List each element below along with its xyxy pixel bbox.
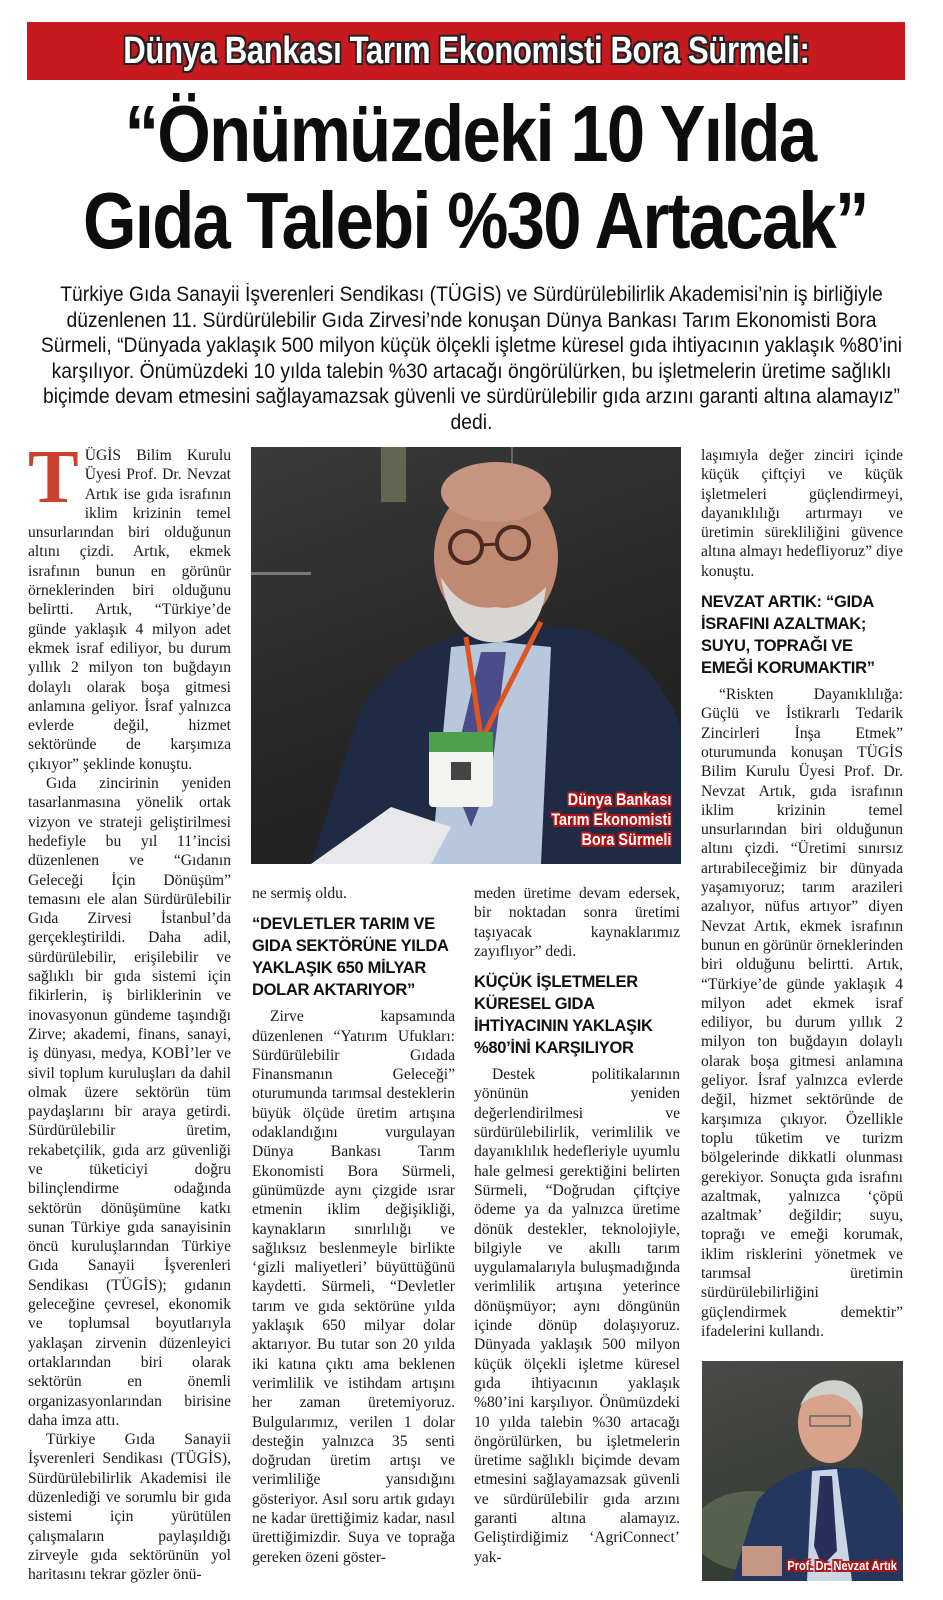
photo-caption: Dünya Bankası Tarım Ekonomisti Bora Sürmeli xyxy=(550,790,671,849)
drop-cap: T xyxy=(28,435,79,519)
article-column-4 xyxy=(701,446,903,1341)
paragraph: laşımıyla değer zinciri içinde küçük çiftçiyi ve küçük işletmeleri güçlendirmeyi, dayanıklılığı artırmayı ve üretimin sürekliliğini güvence altına almayı hedefliyoruz” diye konuştu. xyxy=(701,447,903,580)
photo-bora-surmeli xyxy=(251,447,681,864)
speaker-illustration xyxy=(702,1361,903,1581)
subheading: NEVZAT ARTIK: “GIDA İSRAFINI AZALTMAK; SUYU, TOPRAĞI VE EMEĞİ KORUMAKTIR” xyxy=(701,593,875,678)
paragraph: ÜGİS Bilim Kurulu Üyesi Prof. Dr. Nevzat Artık ise gıda israfının iklim krizinin temel unsurlarından biri olduğunun altını çizdi. Artık, ekmek israfının bunun en görünür örneklerinden biri olduğunu belirtti. Artık, “Türkiye’de günde yaklaşık 4 milyon adet ekmek israf ediliyor, bu durum yıllık 2 milyon ton buğdayın dolaylı olarak boşa gitmesi anlamına geliyor. İsraf yalnızca evlerde değil, hizmet sektöründe de karşımıza çıkıyor” şeklinde konuştu. xyxy=(28,447,231,773)
paragraph: Destek politikalarının yönünün yeniden değerlendirilmesi ve sürdürülebilirlik, verimlilik ve dayanıklılık hedefleriyle uyumlu hale gelmesi gerektiğini belirten Sürmeli, “Doğrudan çiftçiye ödeme ya da yalnızca üretime dönük destekler, teknolojiyle, bilgiyle ve akıllı tarım uygulamalarıyla buluşmadığında verimlilik artışına yeterince dönüşmüyor; aynı döngünün içinde dönüp dolaşıyoruz. Dünyada yaklaşık 500 milyon küçük ölçekli işletme küresel gıda ihtiyacının yaklaşık %80’ini karşılıyor. Önümüzdeki 10 yılda talebin %30 artacağı öngörülürken, bu işletmelerin üretime sağlıklı biçimde devam etmesini sağlayamazsak güvenli ve sürdürülebilir gıda arzını garanti altına alamayız. Geliştirdiğimiz ‘AgriConnect’ yak- xyxy=(474,1066,680,1566)
article-column-1 xyxy=(28,435,231,1585)
article-column-2 xyxy=(252,884,455,1567)
headline-line-2: Gıda Talebi %30 Artacak” xyxy=(83,176,868,265)
paragraph: “Riskten Dayanıklılığa: Güçlü ve İstikrarlı Tedarik Zincirleri İnşa Etmek” oturumunda konuşan TÜGİS Bilim Kurulu Üyesi Prof. Dr. Nevzat Artık, gıda israfının iklim krizinin temel unsurlarından biri olduğunun altını çizdi. “Üretimi sınırsız artırabileceğimiz bir dünyada yaşamıyoruz; tarım arazileri azalıyor, nüfus artıyor” diyen Nevzat Artık, ekmek israfının bunun en görünür örneklerinden biri olduğunu belirtti. Artık, “Türkiye’de günde yaklaşık 4 milyon adet ekmek israf ediliyor, bu durum yıllık 2 milyon ton buğdayın dolaylı olarak boşa gitmesi anlamına geliyor. İsraf yalnızca evlerde değil, hizmet sektöründe de karşımıza çıkıyor. Özellikle toplu tüketim ve turizm bölgelerinde dikkatli olunması gerekiyor. Sonuçta gıda israfını azaltmak, yalnızca ‘çöpü azaltmak’ değildir; suyu, toprağı ve emeği korumak, iklim risklerini yönetmek ve tarımsal üretimin sürdürülebilirliğini güçlendirmek demektir” ifadelerini kullandı. xyxy=(701,686,903,1340)
paragraph: ne sermiş oldu. xyxy=(252,885,347,902)
paragraph: meden üretime devam edersek, bir noktadan sonra üretimi taşıyacak kaynaklarımız zayıflıyor” dedi. xyxy=(474,885,680,960)
photo-nevzat-artik xyxy=(702,1361,903,1581)
paragraph: Zirve kapsamında düzenlenen “Yatırım Ufukları: Sürdürülebilir Gıdada Finansmanın Geleceği” oturumunda tarımsal desteklerin büyük ölçüde üretim artışına odaklandığını vurgulayan Dünya Bankası Tarım Ekonomisti Bora Sürmeli, günümüzde aynı çizgide ısrar etmenin iklim değişikliği, kaynakların sınırlılığı ve sağlıksız beslenmeyle birlikte ‘gizli maliyetleri’ büyüttüğünü kaydetti. Sürmeli, “Devletler tarım ve gıda sektörüne yılda yaklaşık 650 milyar dolar aktarıyor. Bu tutar son 20 yılda iki katına çıktı ama beklenen verimlilik ve istihdam artışını her zaman üretemiyoruz. Bulgularımız, verilen 1 dolar desteğin yalnızca 35 senti doğrudan üretim artışı ve verimliliğe yansıdığını gösteriyor. Asıl soru artık gıdayı ne kadar ürettiğimiz kadar, nasıl ürettiğimizdir. Suya ve toprağa gereken özeni göster- xyxy=(252,1008,455,1566)
lede-paragraph xyxy=(28,282,914,435)
lede-text: Türkiye Gıda Sanayii İşverenleri Sendikası (TÜGİS) ve Sürdürülebilirlik Akademisi’nin iş birliğiyle düzenlenen 11. Sürdürülebilir Gıda Zirvesi’nde konuşan Dünya Bankası Tarım Ekonomisti Bora Sürmeli, “Dünyada yaklaşık 500 milyon küçük ölçekli işletme küresel gıda ihtiyacının yaklaşık %80’ini karşılıyor. Önümüzdeki 10 yılda talebin %30 artacağı öngörülürken, bu işletmelerin üretime sağlıklı biçimde devam etmesini sağlayamazsak güvenli ve sürdürülebilir gıda arzını garanti altına alamayız” dedi. xyxy=(40,283,903,434)
subheading: KÜÇÜK İŞLETMELER KÜRESEL GIDA İHTİYACININ YAKLAŞIK %80’İNİ KARŞILIYOR xyxy=(474,973,653,1058)
subheading: “DEVLETLER TARIM VE GIDA SEKTÖRÜNE YILDA YAKLAŞIK 650 MİLYAR DOLAR AKTARIYOR” xyxy=(252,915,448,1000)
headline-line-1: “Önümüzdeki 10 Yılda xyxy=(124,89,816,178)
kicker-text: Dünya Bankası Tarım Ekonomisti Bora Sürmeli: xyxy=(122,29,810,72)
paragraph: Gıda zincirinin yeniden tasarlanmasına yönelik ortak vizyon ve strateji geliştirilmesi hedefiyle bu yıl 11’incisi düzenlenen ve “Gıdanın Geleceği İçin Dönüşüm” temasını ele alan Sürdürülebilir Gıda Zirvesi İstanbul’da gerçekleştirildi. Daha adil, sürdürülebilir, erişilebilir ve sağlıklı bir gıda sistemi için fikirlerin, iş birliklerinin ve inovasyonun gündeme taşındığı Zirve; akademi, finans, sanayi, iş dünyası, medya, KOBİ’ler ve sivil toplum kuruluşları da dahil olmak üzere sektörün tüm paydaşlarını bir araya getirdi. Sürdürülebilir üretim, rekabetçilik, gıda arz güvenliği ve tüketiciyi doğru bilinçlendirme odağında sektörün dönüşümüne katkı sunan Türkiye gıda sanayisinin öncü kuruluşlarından Türkiye Gıda Sanayii İşverenleri Sendikası (TÜGİS); gıdanın geleceğine çevresel, ekonomik ve toplumsal boyutlarıyla yaklaşan zirvenin düzenleyici ortaklarından biri olarak sektörün en önemli organizasyonlarından birisine daha imza attı. xyxy=(28,775,231,1429)
paragraph: Türkiye Gıda Sanayii İşverenleri Sendikası (TÜGİS), Sürdürülebilirlik Akademisi ile düzenlediği ve sorumlu bir gıda sistemi için yürütülen çalışmaların paylaşıldığı zirveyle gıda sektörünün yol haritasını tekrar gözler önü- xyxy=(28,1431,231,1584)
headline xyxy=(20,90,920,264)
photo-caption: Prof. Dr. Nevzat Artık xyxy=(787,1558,897,1573)
kicker-banner xyxy=(27,22,905,80)
article-column-3 xyxy=(474,884,680,1567)
